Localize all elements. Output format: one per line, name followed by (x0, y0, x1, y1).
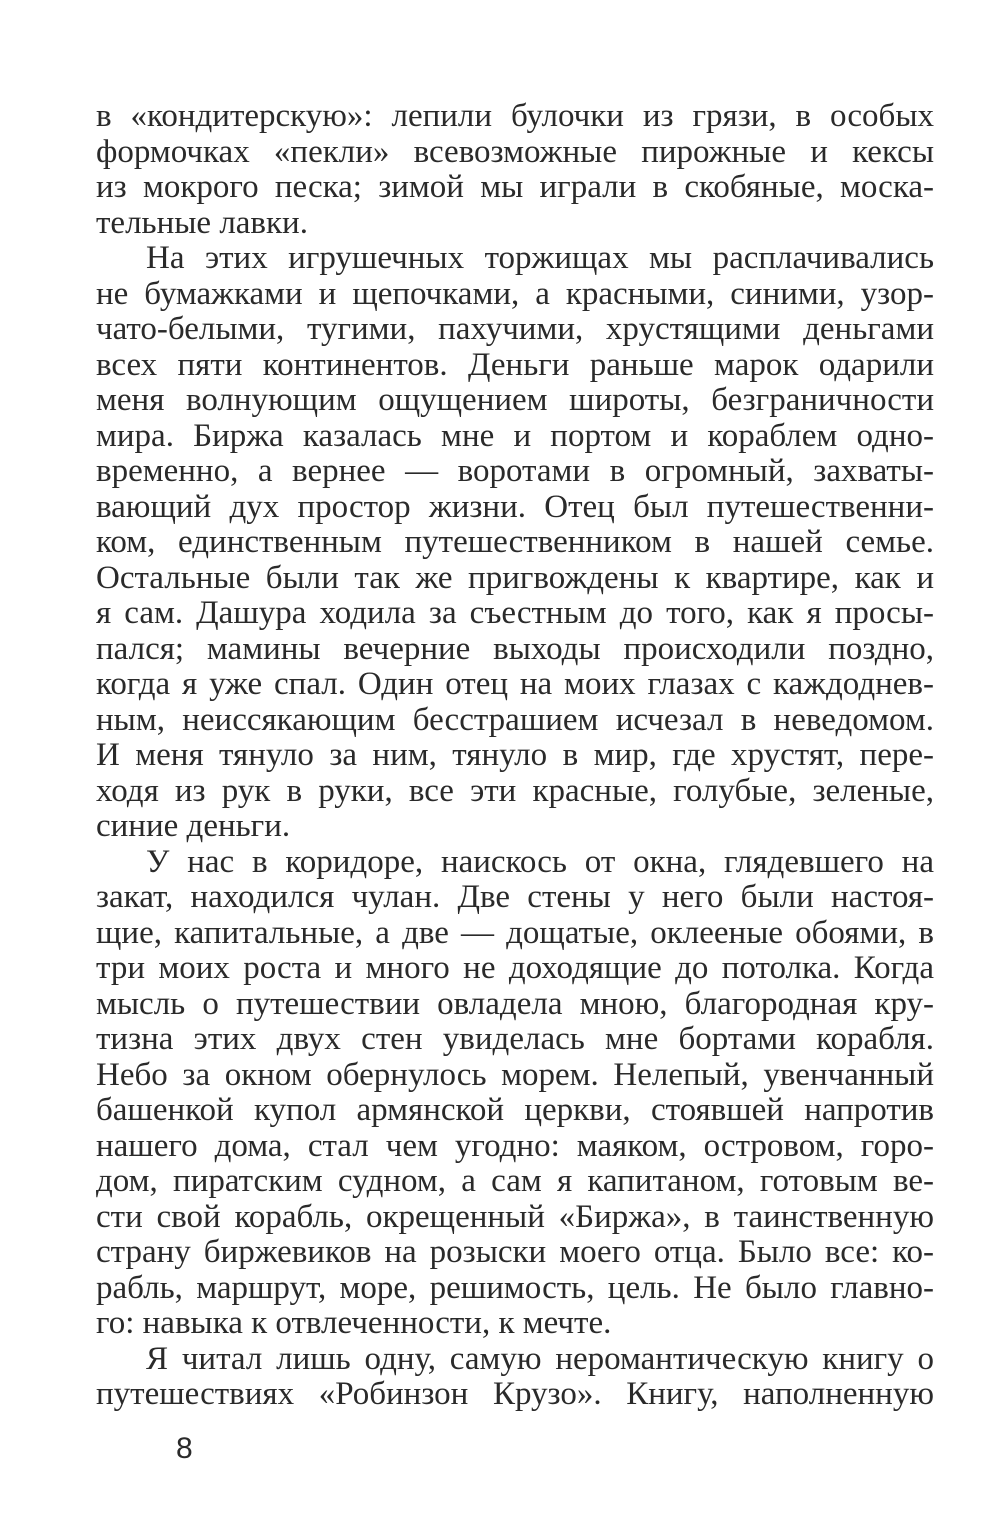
text-line: тельные лавки. (96, 204, 308, 241)
text-line: вающий дух простор жизни. Отец был путешественни- (96, 488, 934, 525)
text-line: Я читал лишь одну, самую неромантическую книгу о (146, 1340, 934, 1377)
text-line: чато-белыми, тугими, пахучими, хрустящими деньгами (96, 311, 934, 347)
text-line: меня волнующим ощущением широты, безграничности (96, 382, 934, 418)
text-line: я сам. Дашура ходила за съестным до того, как я просы- (96, 595, 934, 631)
text-line: дом, пиратским судном, а сам я капитаном, готовым ве- (96, 1163, 934, 1199)
text-line: не бумажками и щепочками, а красными, синими, узор- (96, 275, 934, 312)
text-line: На этих игрушечных торжищах мы расплачивались (146, 240, 934, 276)
text-line: ным, неиссякающим бесстрашием исчезал в неведомом. (96, 701, 934, 738)
text-line: закат, находился чулан. Две стены у него были настоя- (96, 879, 934, 915)
text-line: тизна этих двух стен увиделась мне бортами корабля. (96, 1021, 934, 1057)
text-line: три моих роста и много не доходящие до потолка. Когда (96, 950, 934, 986)
text-line: щие, капитальные, а две — дощатые, оклееные обоями, в (96, 914, 934, 951)
text-line: когда я уже спал. Один отец на моих глазах с каждоднев- (96, 666, 934, 702)
text-line: всех пяти континентов. Деньги раньше марок одарили (96, 346, 934, 383)
text-line: страну биржевиков на розыски моего отца. Было все: ко- (96, 1234, 934, 1270)
body-text (96, 99, 934, 1413)
text-line: Небо за окном обернулось морем. Нелепый, увенчанный (96, 1056, 934, 1093)
text-line: пался; мамины вечерние выходы происходили поздно, (96, 630, 934, 667)
text-line: временно, а вернее — воротами в огромный, захваты- (96, 453, 934, 489)
text-line: сти свой корабль, окрещенный «Биржа», в таинственную (96, 1198, 934, 1235)
page-number: 8 (176, 1432, 193, 1465)
text-line: формочках «пекли» всевозможные пирожные и кексы (96, 133, 934, 170)
text-line: рабль, маршрут, море, решимость, цель. Не было главно- (96, 1269, 934, 1306)
text-line: в «кондитерскую»: лепили булочки из грязи, в особых (96, 98, 934, 134)
text-line: ком, единственным путешественником в нашей семье. (96, 524, 934, 560)
text-line: синие деньги. (96, 808, 291, 844)
text-line: го: навыка к отвлеченности, к мечте. (96, 1305, 612, 1341)
text-line: Остальные были так же пригвождены к квартире, как и (96, 559, 934, 596)
text-line: мысль о путешествии овладела мною, благородная кру- (96, 985, 934, 1022)
text-line: нашего дома, стал чем угодно: маяком, островом, горо- (96, 1127, 934, 1164)
text-line: мира. Биржа казалась мне и портом и кораблем одно- (96, 417, 934, 454)
paragraph (96, 845, 934, 1342)
paragraph (96, 241, 934, 845)
paragraph (96, 1342, 934, 1413)
text-line: путешествиях «Робинзон Крузо». Книгу, наполненную (96, 1376, 934, 1412)
text-line: из мокрого песка; зимой мы играли в скобяные, моска- (96, 169, 934, 205)
text-line: И меня тянуло за ним, тянуло в мир, где хрустят, пере- (96, 737, 934, 773)
text-line: ходя из рук в руки, все эти красные, голубые, зеленые, (96, 772, 934, 809)
text-line: У нас в коридоре, наискось от окна, глядевшего на (146, 843, 934, 880)
paragraph (96, 99, 934, 241)
text-line: башенкой купол армянской церкви, стоявшей напротив (96, 1092, 934, 1128)
